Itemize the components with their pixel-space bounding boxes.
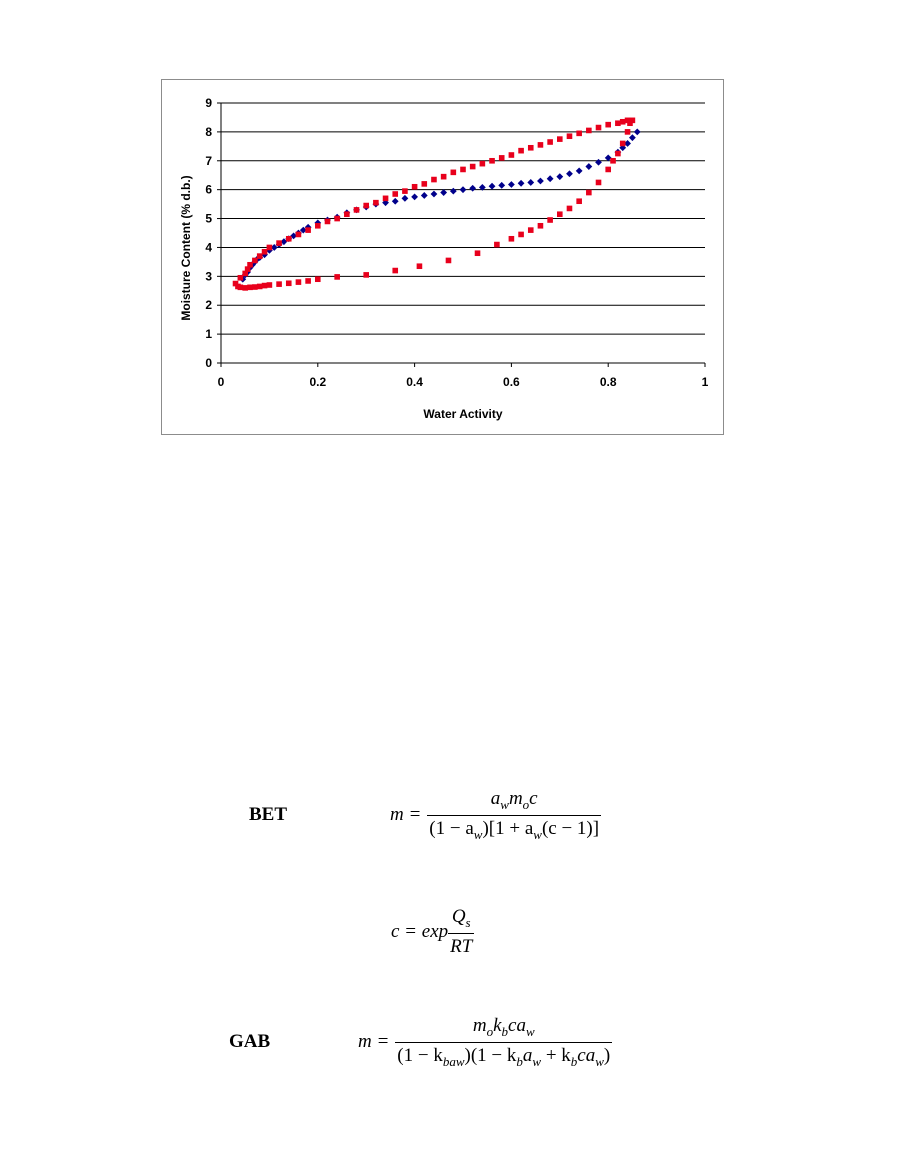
- gab-den-4: + k: [541, 1044, 571, 1066]
- data-point-diamond: [402, 195, 409, 202]
- gab-label: GAB: [229, 1031, 271, 1052]
- data-point-square: [441, 174, 447, 180]
- data-point-diamond: [537, 178, 544, 185]
- bet-den-sub-2: w: [533, 826, 542, 842]
- gab-den-5: ca: [577, 1044, 596, 1066]
- data-point-square: [247, 285, 253, 291]
- bet-num-m-sub: o: [522, 796, 530, 812]
- data-point-diamond: [576, 167, 583, 174]
- data-point-square: [480, 161, 486, 167]
- data-point-square: [625, 129, 631, 135]
- gab-den-1-sub: baw: [442, 1053, 465, 1069]
- data-point-diamond: [489, 183, 496, 190]
- data-point-square: [499, 155, 505, 161]
- bet-num-a-sub: w: [500, 796, 509, 812]
- data-point-square: [605, 167, 611, 173]
- data-point-diamond: [498, 182, 505, 189]
- y-axis-label: Moisture Content (% d.b.): [179, 175, 193, 321]
- y-tick-label: 5: [205, 211, 212, 226]
- gab-den-2-sub: b: [516, 1053, 523, 1069]
- data-point-square: [528, 227, 534, 233]
- data-point-square: [489, 158, 495, 164]
- data-point-square: [238, 285, 244, 291]
- data-point-diamond: [450, 188, 457, 195]
- data-point-diamond: [595, 159, 602, 166]
- data-point-square: [262, 283, 268, 289]
- gab-lhs: m =: [358, 1031, 390, 1053]
- data-point-square: [475, 250, 481, 256]
- data-point-square: [325, 219, 331, 225]
- sorption-isotherm-chart: [161, 79, 724, 435]
- data-point-square: [286, 280, 292, 286]
- x-tick-label: 0.6: [503, 375, 520, 389]
- c-def-num-sub: s: [465, 914, 471, 930]
- series-0-diamond: [239, 128, 640, 282]
- x-tick-label: 0.8: [599, 375, 617, 389]
- data-point-square: [363, 203, 369, 209]
- data-point-square: [383, 196, 389, 202]
- data-point-square: [305, 278, 311, 284]
- data-point-square: [257, 284, 263, 290]
- data-point-square: [576, 131, 582, 137]
- c-def-den: RT: [450, 935, 473, 957]
- bet-den-sub-1: w: [473, 826, 483, 842]
- data-point-square: [547, 139, 553, 145]
- data-point-square: [615, 151, 621, 157]
- gab-den-2: )(1 − k: [464, 1044, 517, 1066]
- x-axis-label: Water Activity: [423, 407, 503, 421]
- gab-den-4-sub: b: [570, 1053, 578, 1069]
- data-point-diamond: [421, 192, 428, 199]
- data-point-square: [242, 271, 248, 277]
- data-point-diamond: [634, 128, 641, 135]
- data-point-square: [296, 232, 302, 238]
- data-point-square: [615, 120, 621, 126]
- c-definition-equation: [391, 906, 474, 958]
- data-point-square: [460, 167, 466, 173]
- gab-num-m: m: [472, 1015, 487, 1036]
- data-point-square: [242, 285, 248, 291]
- y-tick-label: 9: [205, 96, 212, 110]
- data-point-square: [596, 180, 602, 186]
- data-point-square: [276, 240, 282, 246]
- series-1-square: [233, 118, 635, 291]
- bet-num-m: m: [508, 788, 523, 809]
- data-point-diamond: [556, 173, 563, 180]
- data-point-square: [252, 284, 258, 290]
- data-point-square: [528, 145, 534, 151]
- data-point-diamond: [566, 170, 573, 177]
- data-point-diamond: [460, 186, 467, 193]
- data-point-square: [547, 217, 553, 223]
- data-point-square: [402, 188, 408, 194]
- data-point-square: [267, 245, 273, 251]
- c-def-lhs: c = exp: [391, 920, 449, 942]
- data-point-square: [567, 133, 573, 139]
- bet-den-1: (1 − a: [429, 817, 474, 839]
- bet-lhs: m =: [390, 804, 422, 826]
- data-series: [233, 118, 641, 291]
- data-point-square: [518, 232, 524, 238]
- data-point-square: [610, 158, 616, 164]
- data-point-square: [557, 211, 563, 217]
- y-tick-label: 0: [205, 356, 212, 370]
- bet-label: BET: [249, 804, 288, 825]
- data-point-diamond: [518, 180, 525, 187]
- data-point-square: [596, 125, 602, 131]
- data-point-square: [363, 272, 369, 278]
- data-point-square: [620, 119, 626, 125]
- gab-num-m-sub: o: [486, 1023, 494, 1039]
- data-point-square: [257, 253, 263, 259]
- y-tick-label: 6: [205, 182, 212, 197]
- bet-num-a: a: [490, 788, 501, 809]
- gab-equation: [358, 1015, 612, 1070]
- data-point-square: [238, 275, 244, 281]
- bet-den-2: )[1 + a: [482, 817, 534, 839]
- x-tick-label: 0.4: [406, 375, 423, 389]
- data-point-square: [296, 279, 302, 285]
- axes: [217, 103, 705, 367]
- bet-den-3: (c − 1)]: [541, 817, 600, 839]
- data-point-square: [446, 258, 452, 264]
- data-point-square: [267, 282, 273, 288]
- data-point-diamond: [411, 193, 418, 200]
- data-point-square: [252, 258, 258, 264]
- data-point-diamond: [585, 163, 592, 170]
- data-point-square: [509, 236, 515, 242]
- data-point-square: [262, 249, 268, 255]
- data-point-square: [518, 148, 524, 154]
- x-tick-label: 0.2: [309, 375, 327, 389]
- data-point-square: [567, 206, 573, 212]
- data-point-square: [392, 268, 398, 274]
- bet-num-c: c: [529, 788, 538, 809]
- gab-den-6: ): [603, 1044, 611, 1066]
- data-point-diamond: [508, 181, 515, 188]
- data-point-square: [315, 223, 321, 229]
- data-point-square: [305, 227, 311, 233]
- data-point-square: [470, 164, 476, 170]
- data-point-square: [620, 141, 626, 147]
- data-point-square: [576, 198, 582, 204]
- data-point-square: [286, 236, 292, 242]
- c-def-fraction: [448, 906, 474, 958]
- data-point-square: [334, 274, 340, 280]
- data-point-diamond: [547, 175, 554, 182]
- gab-den-1: (1 − k: [397, 1044, 443, 1066]
- y-tick-label: 7: [205, 153, 212, 168]
- data-point-square: [509, 152, 515, 158]
- data-point-diamond: [440, 189, 447, 196]
- gab-fraction: [395, 1015, 612, 1070]
- chart-svg: [162, 80, 723, 434]
- c-def-num: Q: [451, 906, 466, 927]
- data-point-square: [373, 200, 379, 206]
- data-point-square: [538, 223, 544, 229]
- data-point-square: [344, 211, 350, 217]
- data-point-diamond: [469, 185, 476, 192]
- bet-equation: [390, 788, 601, 843]
- data-point-diamond: [629, 134, 636, 141]
- bet-fraction: [427, 788, 601, 843]
- data-point-square: [354, 207, 360, 213]
- data-point-square: [276, 281, 282, 287]
- data-point-diamond: [527, 179, 534, 186]
- data-point-square: [494, 242, 500, 248]
- data-point-diamond: [392, 198, 399, 205]
- y-tick-label: 8: [205, 124, 212, 139]
- data-point-square: [557, 136, 563, 142]
- data-point-square: [315, 276, 321, 282]
- data-point-square: [625, 118, 631, 124]
- data-point-square: [412, 184, 418, 190]
- data-point-square: [431, 177, 437, 183]
- data-point-diamond: [431, 191, 438, 198]
- y-tick-label: 2: [205, 298, 212, 313]
- data-point-square: [451, 170, 457, 176]
- data-point-square: [586, 190, 592, 196]
- gab-num-ca: ca: [508, 1015, 526, 1036]
- data-point-square: [586, 128, 592, 134]
- data-point-square: [334, 216, 340, 222]
- data-point-square: [417, 263, 423, 269]
- gab-den-3-sub: w: [532, 1053, 542, 1069]
- gab-den-3: a: [522, 1044, 533, 1066]
- data-point-square: [538, 142, 544, 148]
- y-tick-label: 1: [205, 327, 212, 342]
- x-tick-label: 0: [217, 375, 225, 389]
- x-tick-label: 1: [701, 375, 709, 389]
- data-point-square: [421, 181, 427, 187]
- gab-num-k-sub: b: [501, 1023, 509, 1039]
- data-point-square: [605, 122, 611, 128]
- gab-num-k: k: [493, 1015, 502, 1036]
- data-point-square: [630, 118, 636, 124]
- y-tick-label: 4: [205, 240, 212, 255]
- y-tick-label: 3: [205, 269, 212, 284]
- data-point-square: [392, 191, 398, 197]
- gab-num-ca-sub: w: [525, 1023, 535, 1039]
- gab-den-5-sub: w: [595, 1053, 604, 1069]
